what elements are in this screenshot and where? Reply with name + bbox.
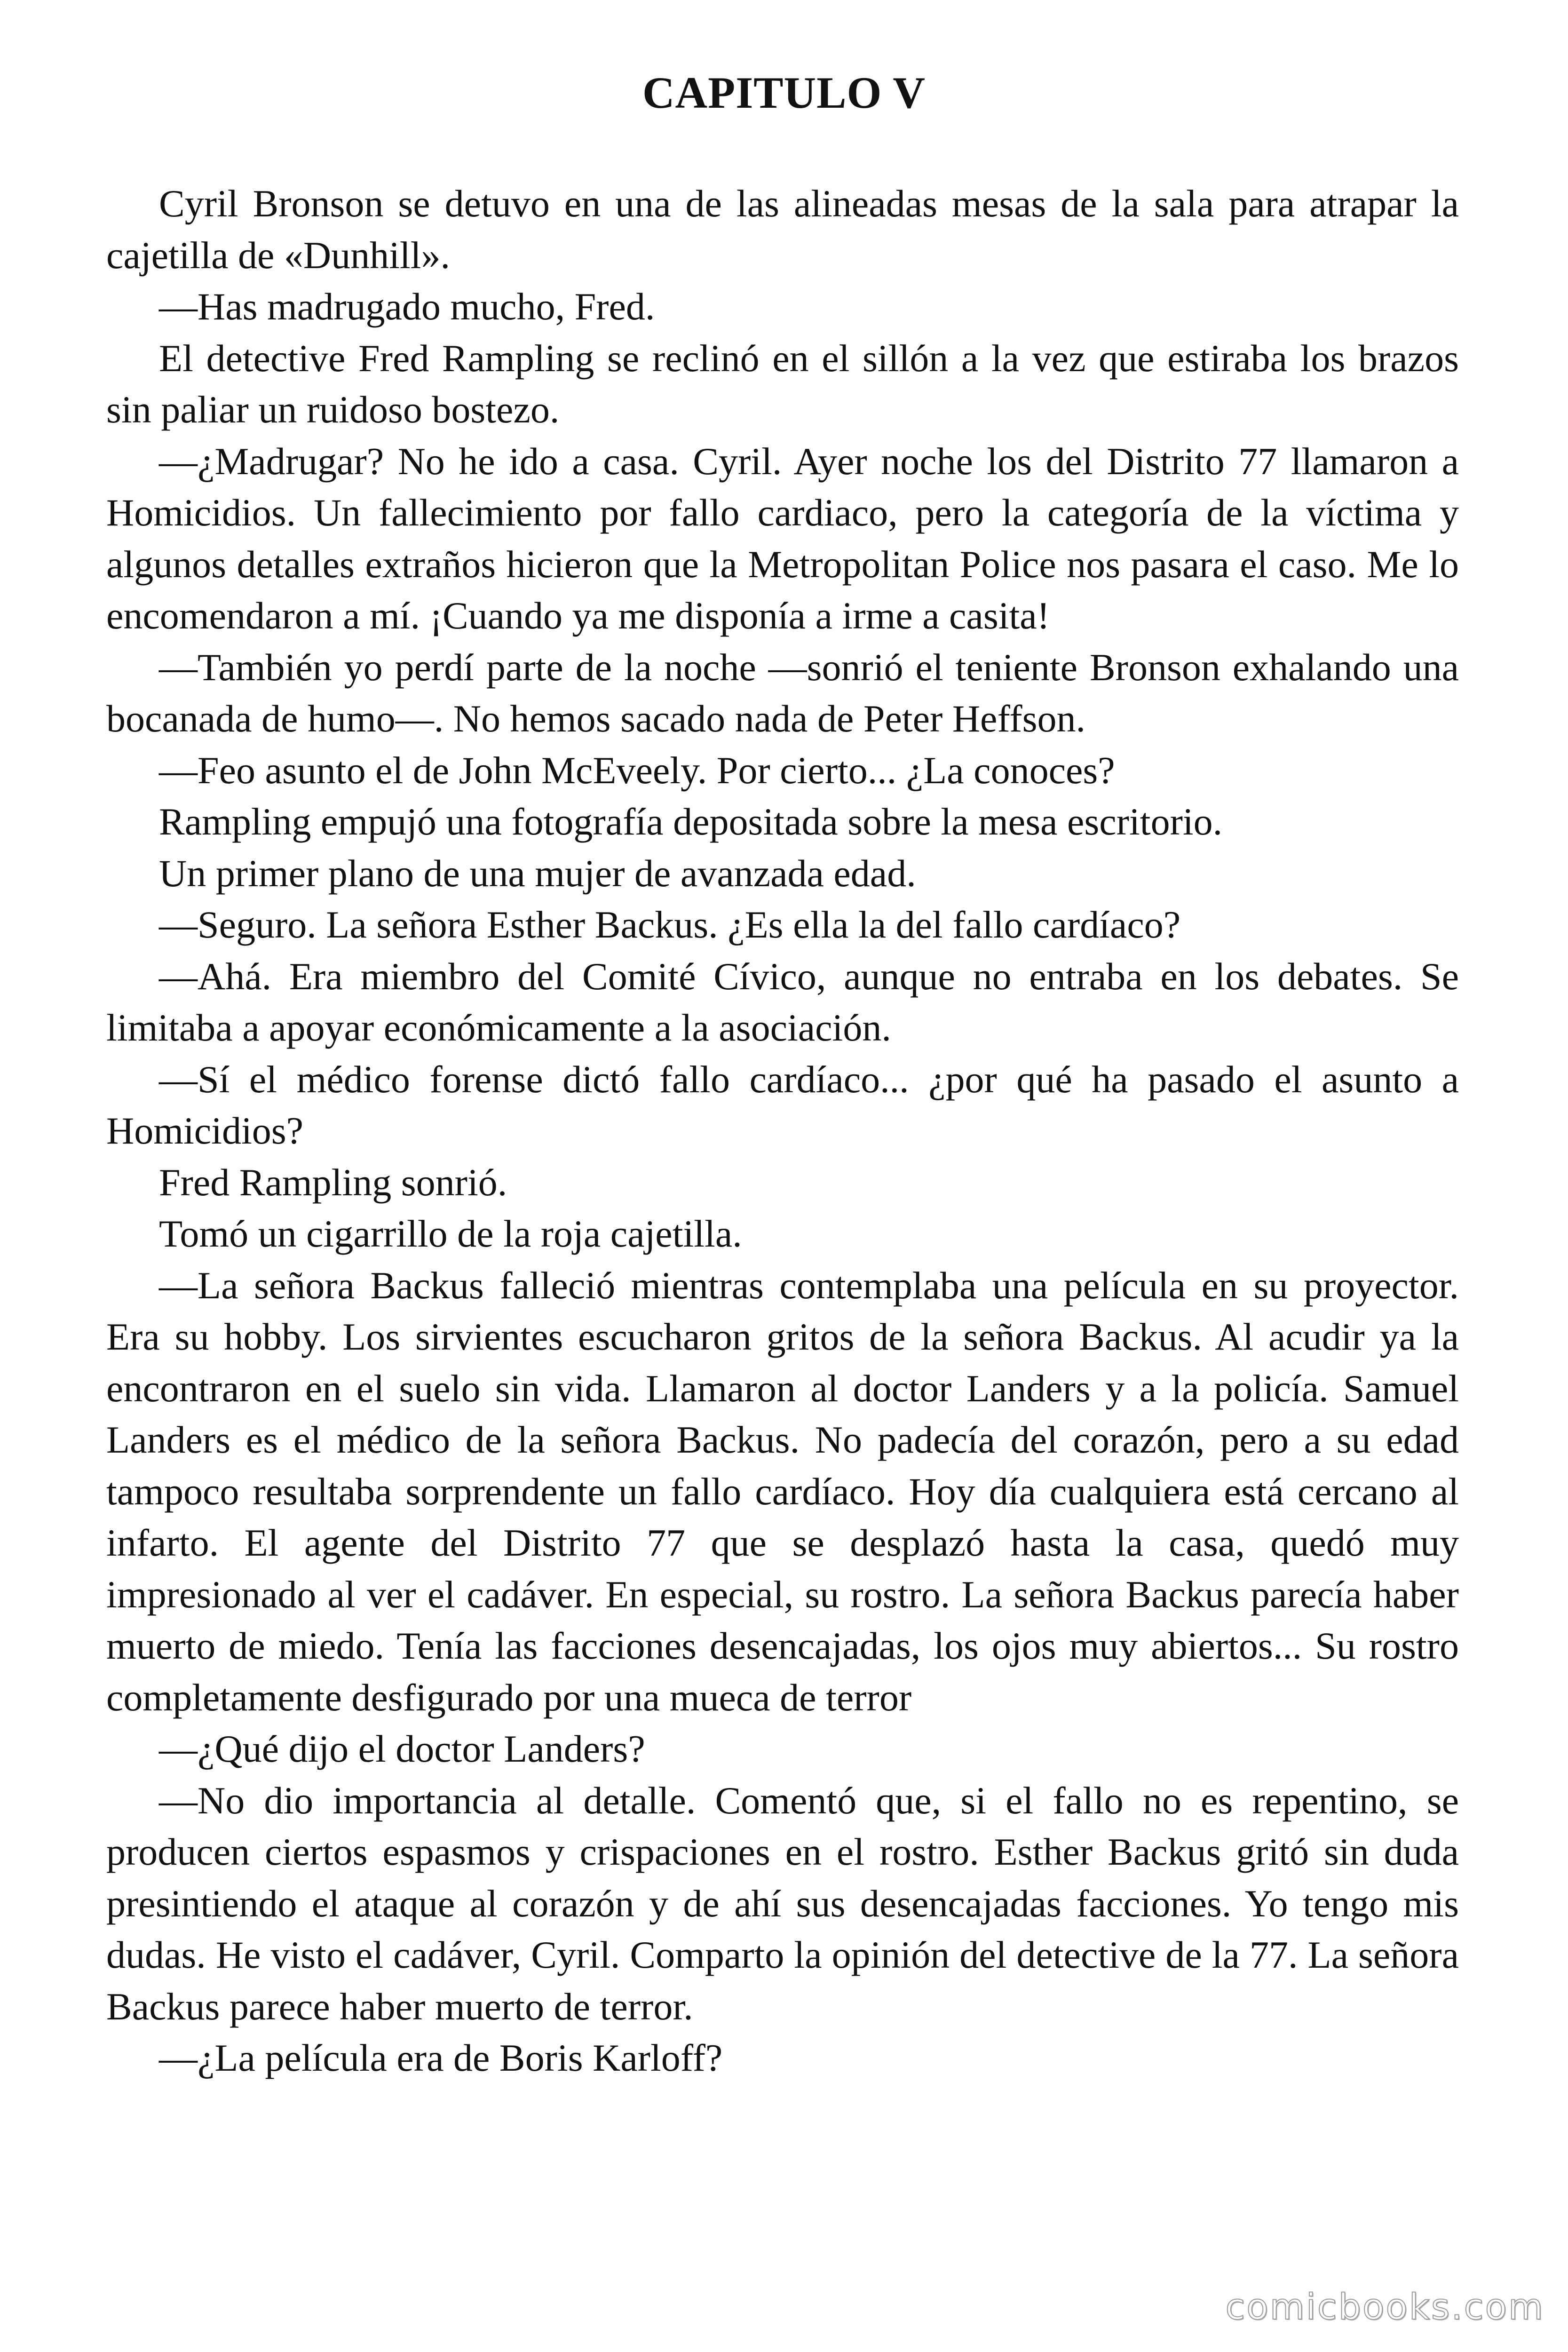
paragraph: —¿La película era de Boris Karloff?: [159, 2036, 723, 2079]
paragraph: —Feo asunto el de John McEveely. Por cierto... ¿La conoces?: [159, 748, 1115, 792]
watermark: comicbooks.com: [1225, 2286, 1544, 2328]
paragraph: Cyril Bronson se detuvo en una de las alineadas mesas de la sala para atrapar la cajetilla de «Dunhill».: [106, 182, 1459, 277]
paragraph: —No dio importancia al detalle. Comentó que, si el fallo no es repentino, se producen ciertos espasmos y crispaciones en el rostro. Esther Backus gritó sin duda presintiendo el ataque al corazón y de ahí sus desencajadas facciones. Yo tengo mis dudas. He visto el cadáver, Cyril. Comparto la opinión del detective de la 77. La señora Backus parece haber muerto de terror.: [106, 1779, 1459, 2028]
paragraph: —Sí el médico forense dictó fallo cardíaco... ¿por qué ha pasado el asunto a Homicidios?: [106, 1057, 1459, 1152]
paragraph: —¿Qué dijo el doctor Landers?: [159, 1727, 645, 1770]
paragraph: —También yo perdí parte de la noche —sonrió el teniente Bronson exhalando una bocanada de humo—. No hemos sacado nada de Peter Heffson.: [106, 645, 1459, 740]
paragraph: —La señora Backus falleció mientras contemplaba una película en su proyector. Era su hobby. Los sirvientes escucharon gritos de la señora Backus. Al acudir ya la encontraron en el suelo sin vida. Llamaron al doctor Landers y a la policía. Samuel Landers es el médico de la señora Backus. No padecía del corazón, pero a su edad tampoco resultaba sorprendente un fallo cardíaco. Hoy día cualquiera está cercano al infarto. El agente del Distrito 77 que se desplazó hasta la casa, quedó muy impresionado al ver el cadáver. En especial, su rostro. La señora Backus parecía haber muerto de miedo. Tenía las facciones desencajadas, los ojos muy abiertos... Su rostro completamente desfigurado por una mueca de terror: [106, 1263, 1459, 1719]
paragraph: —Has madrugado mucho, Fred.: [159, 285, 655, 328]
chapter-title: CAPITULO V: [642, 68, 926, 118]
paragraph: Rampling empujó una fotografía depositada sobre la mesa escritorio.: [159, 800, 1223, 843]
paragraph: —Seguro. La señora Esther Backus. ¿Es ella la del fallo cardíaco?: [159, 903, 1181, 946]
paragraph: Un primer plano de una mujer de avanzada edad.: [159, 851, 916, 895]
paragraph: Tomó un cigarrillo de la roja cajetilla.: [159, 1212, 742, 1255]
chapter-body: [106, 178, 1459, 2084]
paragraph: El detective Fred Rampling se reclinó en el sillón a la vez que estiraba los brazos sin paliar un ruidoso bostezo.: [106, 336, 1459, 431]
paragraph: —Ahá. Era miembro del Comité Cívico, aunque no entraba en los debates. Se limitaba a apoyar económicamente a la asociación.: [106, 954, 1459, 1049]
paragraph: Fred Rampling sonrió.: [159, 1160, 507, 1204]
paragraph: —¿Madrugar? No he ido a casa. Cyril. Ayer noche los del Distrito 77 llamaron a Homicidios. Un fallecimiento por fallo cardiaco, pero la categoría de la víctima y algunos detalles extraños hicieron que la Metropolitan Police nos pasara el caso. Me lo encomendaron a mí. ¡Cuando ya me disponía a irme a casita!: [106, 439, 1459, 637]
